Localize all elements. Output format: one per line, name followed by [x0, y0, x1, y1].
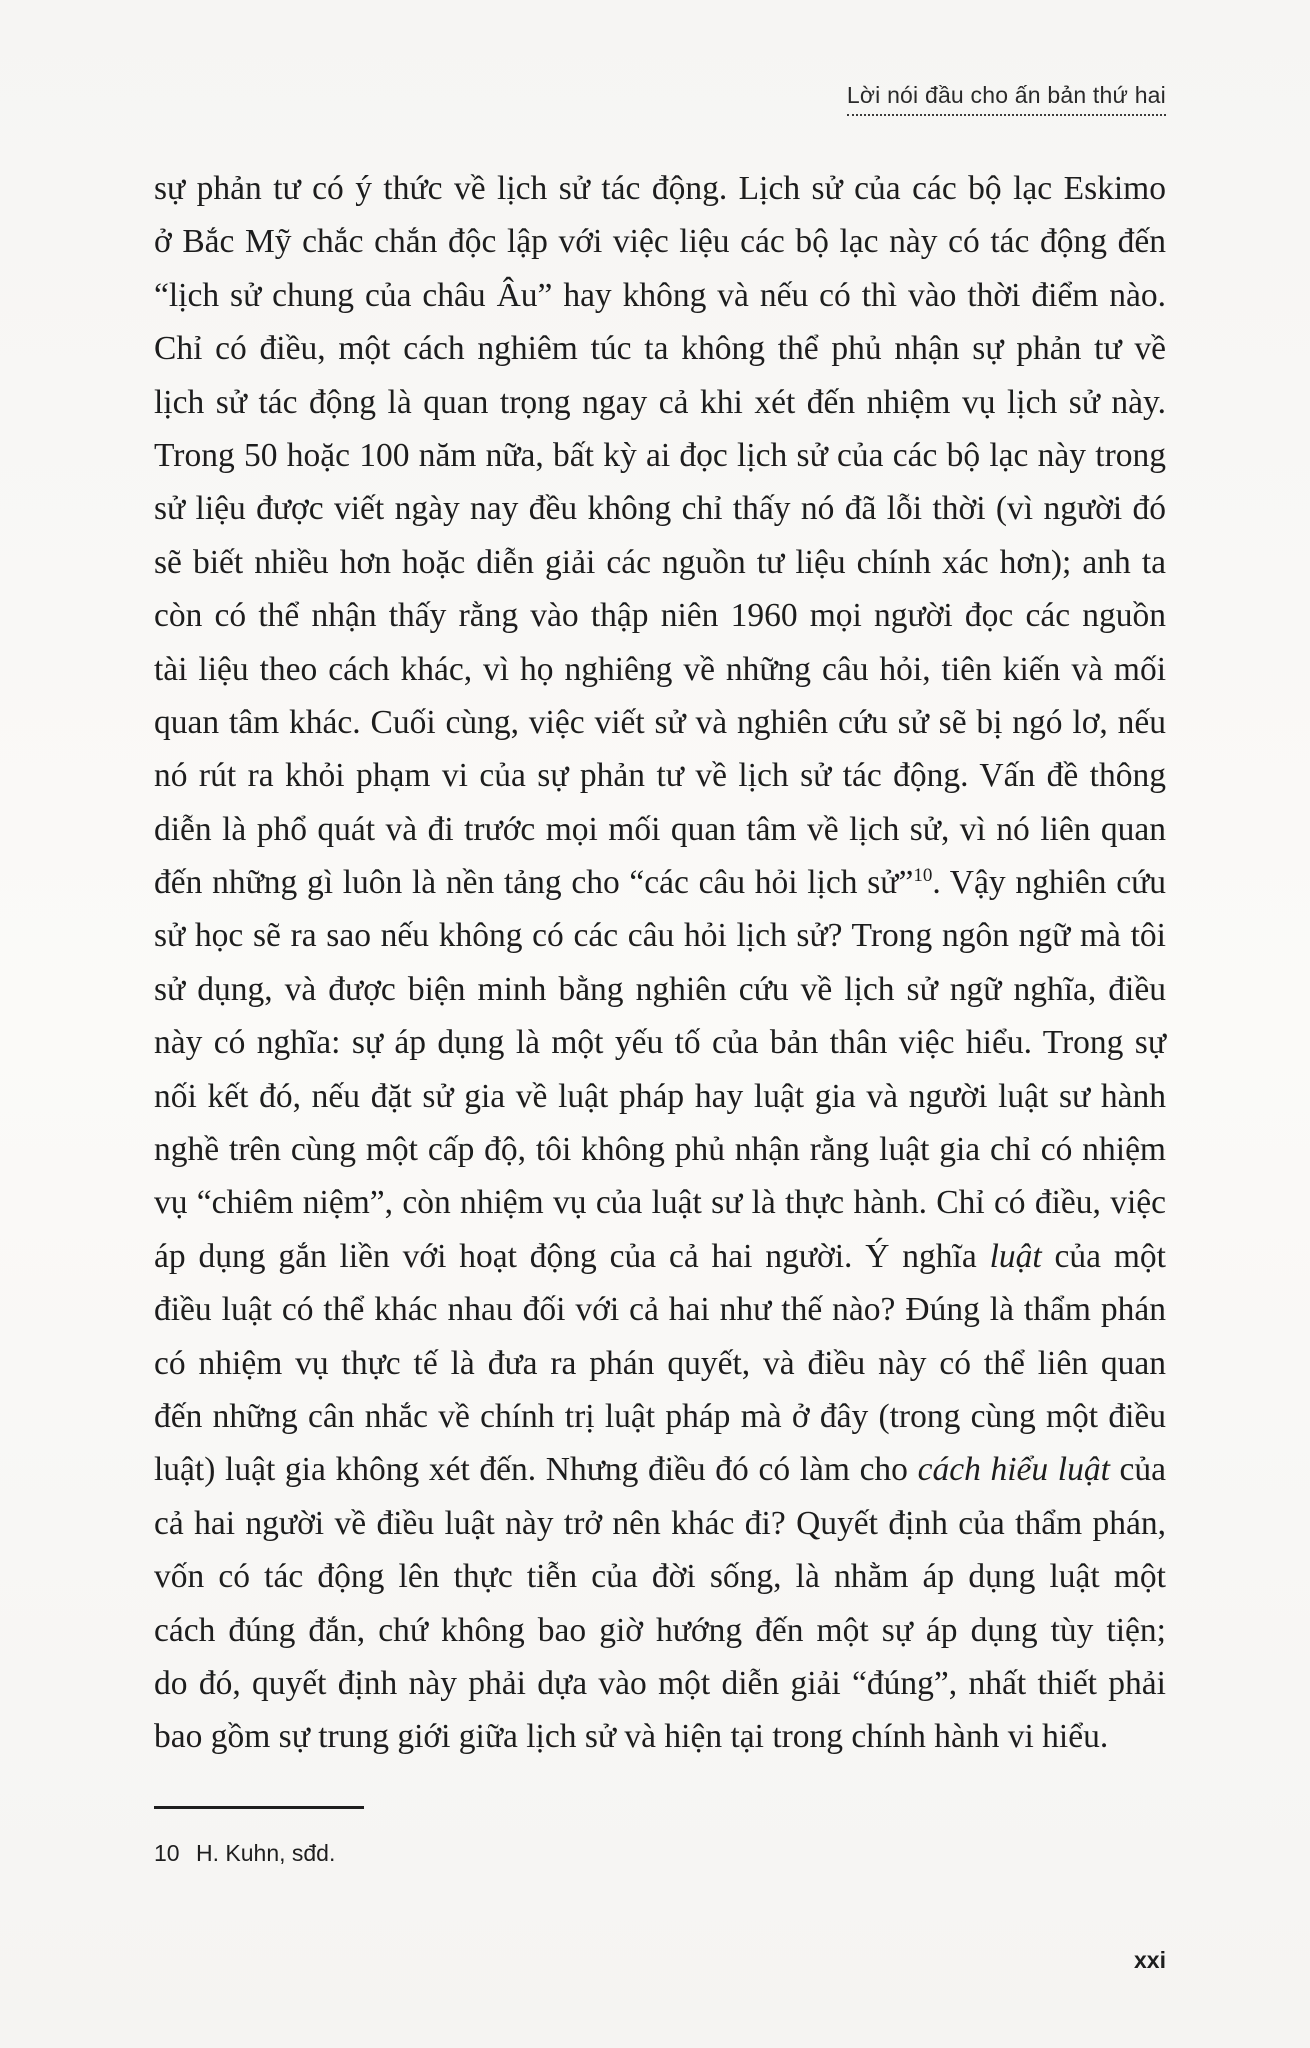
text-segment: áp dụng gắn liền với hoạt động của cả hai người. Ý nghĩa: [154, 1237, 990, 1275]
body-text: [154, 162, 1166, 1764]
text-line: sử liệu được viết ngày nay đều không chỉ thấy nó đã lỗi thời (vì người đó: [154, 490, 1166, 528]
text-line: diễn là phổ quát và đi trước mọi mối quan tâm về lịch sử, vì nó liên quan: [154, 810, 1166, 848]
italic-term: luật: [989, 1237, 1042, 1275]
text-line: nghề trên cùng một cấp độ, tôi không phủ nhận rằng luật gia chỉ có nhiệm: [154, 1131, 1166, 1169]
running-header: Lời nói đầu cho ấn bản thứ hai: [847, 82, 1166, 116]
text-line: nối kết đó, nếu đặt sử gia về luật pháp hay luật gia và người luật sư hành: [154, 1077, 1166, 1115]
text-line: nó rút ra khỏi phạm vi của sự phản tư về lịch sử tác động. Vấn đề thông: [154, 757, 1166, 795]
text-line: do đó, quyết định này phải dựa vào một diễn giải “đúng”, nhất thiết phải: [154, 1664, 1166, 1702]
footnote-text: H. Kuhn, sđd.: [196, 1840, 336, 1866]
text-line: sử học sẽ ra sao nếu không có các câu hỏi lịch sử? Trong ngôn ngữ mà tôi: [154, 917, 1166, 955]
footnote-divider: [154, 1806, 364, 1809]
text-line: này có nghĩa: sự áp dụng là một yếu tố của bản thân việc hiểu. Trong sự: [154, 1024, 1166, 1062]
text-segment: . Vậy nghiên cứu: [932, 864, 1166, 902]
text-line-with-italic: [154, 1443, 1166, 1496]
text-line: quan tâm khác. Cuối cùng, việc viết sử và nghiên cứu sử sẽ bị ngó lơ, nếu: [154, 703, 1166, 741]
text-line: tài liệu theo cách khác, vì họ nghiêng về những câu hỏi, tiên kiến và mối: [154, 650, 1166, 688]
text-line: cả hai người về điều luật này trở nên khác đi? Quyết định của thẩm phán,: [154, 1504, 1166, 1542]
page-number: xxi: [1134, 1947, 1166, 1973]
text-segment: đến những gì luôn là nền tảng cho “các câu hỏi lịch sử”: [154, 864, 914, 902]
text-line: điều luật có thể khác nhau đối với cả hai như thế nào? Đúng là thẩm phán: [154, 1291, 1166, 1329]
footnote: [154, 1840, 335, 1867]
italic-term: cách hiểu luật: [917, 1451, 1110, 1489]
text-line: vốn có tác động lên thực tiễn của đời sống, là nhằm áp dụng luật một: [154, 1558, 1166, 1596]
text-line-with-footnote-ref: [154, 856, 1166, 909]
text-line: bao gồm sự trung giới giữa lịch sử và hiện tại trong chính hành vi hiểu.: [154, 1718, 1109, 1756]
text-line: còn có thể nhận thấy rằng vào thập niên 1960 mọi người đọc các nguồn: [154, 597, 1166, 635]
text-line: cách đúng đắn, chứ không bao giờ hướng đến một sự áp dụng tùy tiện;: [154, 1611, 1166, 1649]
footnote-reference[interactable]: 10: [913, 864, 933, 886]
text-line: sự phản tư có ý thức về lịch sử tác động. Lịch sử của các bộ lạc Eskimo: [154, 170, 1166, 207]
text-line: đến những cân nhắc về chính trị luật pháp mà ở đây (trong cùng một điều: [154, 1397, 1166, 1435]
text-line: sử dụng, và được biện minh bằng nghiên cứu về lịch sử ngữ nghĩa, điều: [154, 970, 1166, 1008]
text-line-with-italic: [154, 1230, 1166, 1283]
text-line: “lịch sử chung của châu Âu” hay không và nếu có thì vào thời điểm nào.: [154, 276, 1166, 314]
text-line: Trong 50 hoặc 100 năm nữa, bất kỳ ai đọc lịch sử của các bộ lạc này trong: [154, 436, 1166, 474]
text-line: Chỉ có điều, một cách nghiêm túc ta không thể phủ nhận sự phản tư về: [154, 330, 1166, 368]
text-segment: của một: [1041, 1237, 1166, 1275]
text-line: vụ “chiêm niệm”, còn nhiệm vụ của luật sư là thực hành. Chỉ có điều, việc: [154, 1184, 1166, 1222]
footnote-number: 10: [154, 1840, 180, 1866]
text-line: ở Bắc Mỹ chắc chắn độc lập với việc liệu các bộ lạc này có tác động đến: [154, 223, 1166, 261]
text-line: lịch sử tác động là quan trọng ngay cả khi xét đến nhiệm vụ lịch sử này.: [154, 383, 1166, 421]
text-line: sẽ biết nhiều hơn hoặc diễn giải các nguồn tư liệu chính xác hơn); anh ta: [154, 543, 1166, 581]
text-segment: của: [1109, 1451, 1166, 1489]
text-line: có nhiệm vụ thực tế là đưa ra phán quyết, và điều này có thể liên quan: [154, 1344, 1166, 1382]
text-segment: luật) luật gia không xét đến. Nhưng điều đó có làm cho: [154, 1451, 918, 1489]
